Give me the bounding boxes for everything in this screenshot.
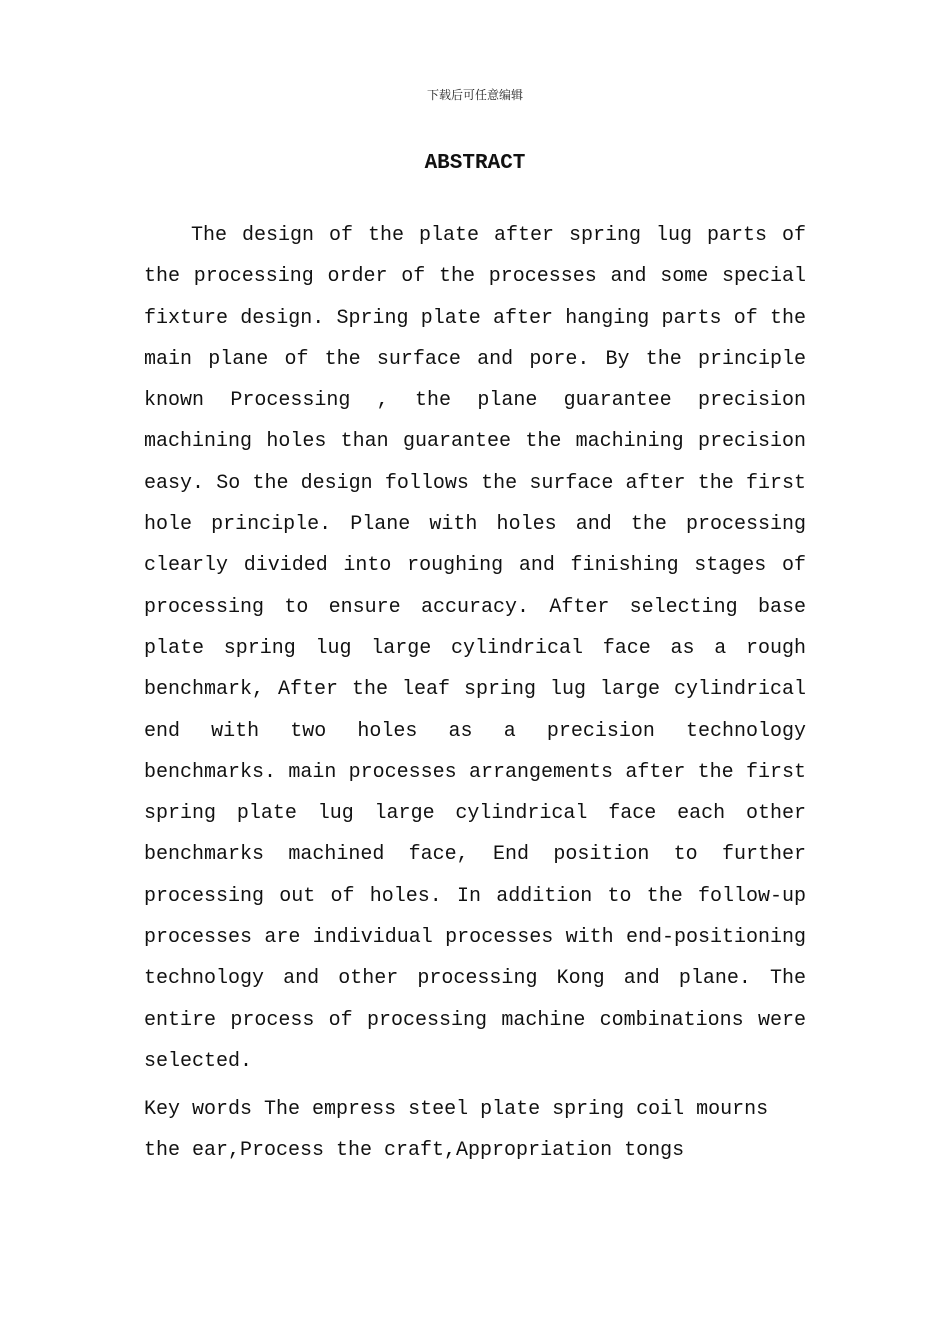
keywords-line — [144, 1089, 806, 1172]
keywords-text: The empress steel plate spring coil mourns the ear,Process the craft,Appropriation tongs — [144, 1098, 769, 1163]
abstract-paragraph: The design of the plate after spring lug parts of the processing order of the processes and some special fixture design. Spring plate after hanging parts of the main plane of the surface and pore. By the principle known Processing , the plane guarantee precision machining holes than guarantee the machining precision easy. So the design follows the surface after the first hole principle. Plane with holes and the processing clearly divided into roughing and finishing stages of processing to ensure accuracy. After selecting base plate spring lug large cylindrical face as a rough benchmark, After the leaf spring lug large cylindrical end with two holes as a precision technology benchmarks. main processes arrangements after the first spring plate lug large cylindrical face each other benchmarks machined face, End position to further processing out of holes. In addition to the follow-up processes are individual processes with end-positioning technology and other processing Kong and plane. The entire process of processing machine combinations were selected. — [144, 224, 806, 1073]
abstract-title: ABSTRACT — [424, 152, 526, 175]
keywords-label: Key words — [144, 1098, 253, 1121]
page-header-note: 下载后可任意编辑 — [426, 88, 523, 102]
